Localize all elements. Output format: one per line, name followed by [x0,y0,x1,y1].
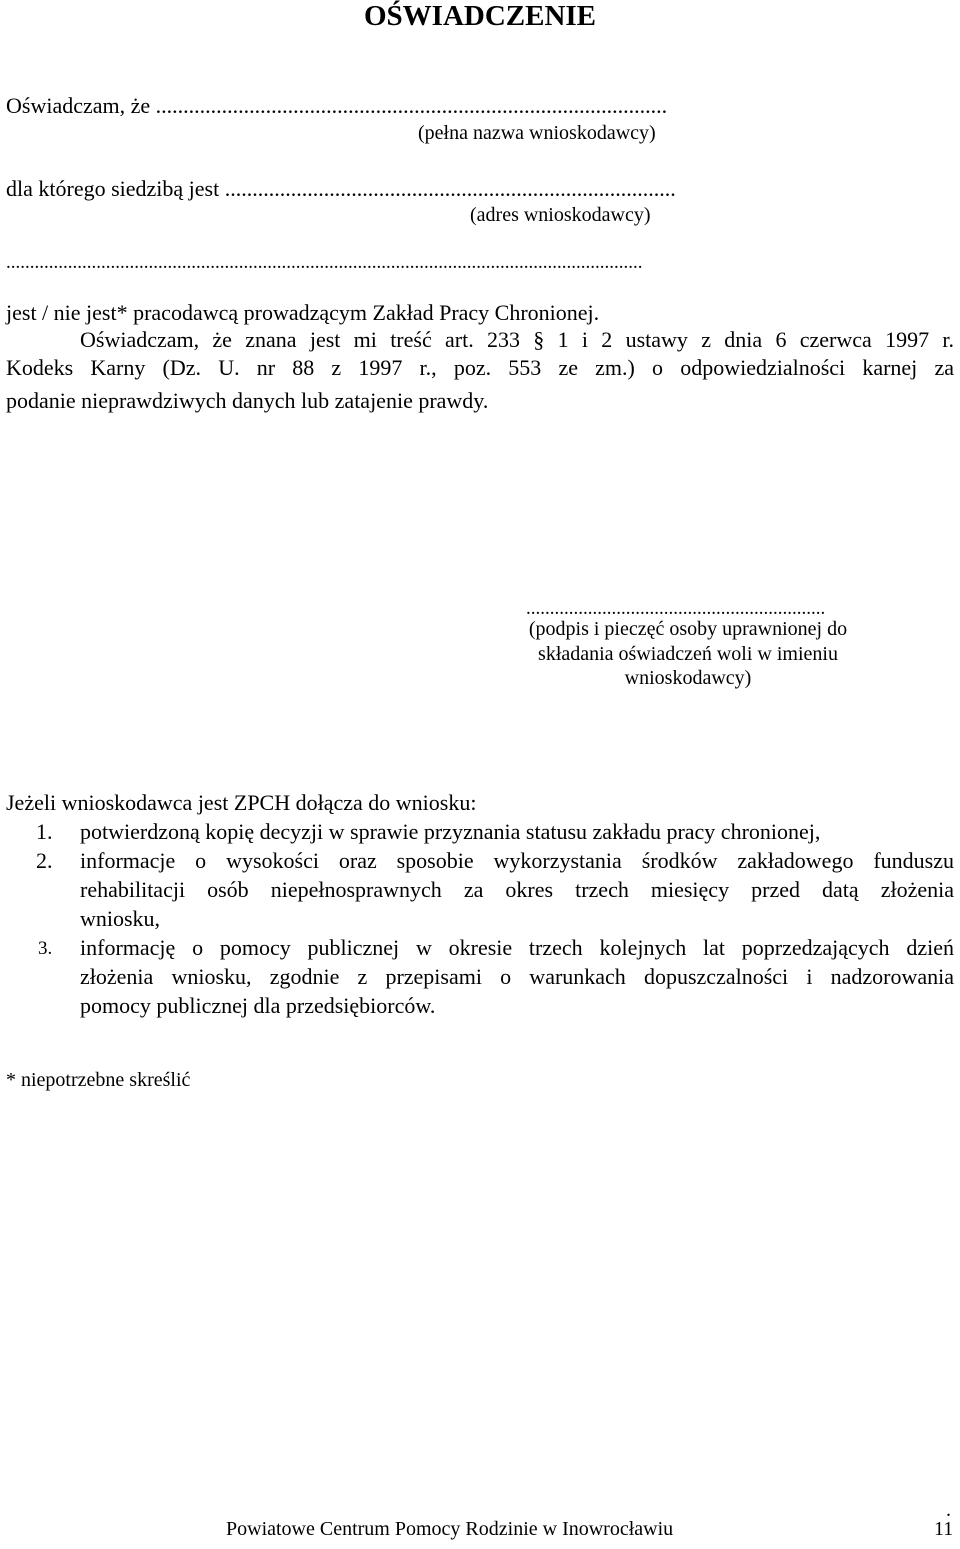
footer-institution: Powiatowe Centrum Pomocy Rodzinie w Inowrocławiu [226,1518,674,1540]
zpch-intro: Jeżeli wnioskodawca jest ZPCH dołącza do wniosku: [6,790,477,815]
page-title: OŚWIADCZENIE [363,0,597,32]
address-continuation-dots: ...................................................................................................................................... [6,252,643,273]
signature-dots: ............................................................... [526,598,826,619]
list-item-2-line-1: informacje o wysokości oraz sposobie wykorzystania środków zakładowego funduszu [80,848,954,873]
statement-line-2: Kodeks Karny (Dz. U. nr 88 z 1997 r., poz. 553 ze zm.) o odpowiedzialności karnej za [6,355,954,380]
statement-line-3: podanie nieprawdziwych danych lub zatajenie prawdy. [6,388,489,413]
statement-line-1: Oświadczam, że znana jest mi treść art. 233 § 1 i 2 ustawy z dnia 6 czerwca 1997 r. [80,327,954,352]
page-number: 11 [934,1518,954,1540]
signature-caption-line-1: (podpis i pieczęć osoby uprawnionej do [528,618,848,640]
list-item-3-line-2: złożenia wniosku, zgodnie z przepisami o warunkach dopuszczalności i nadzorowania [80,964,954,989]
applicant-address-caption: (adres wnioskodawcy) [470,204,651,226]
employer-status-line: jest / nie jest* pracodawcą prowadzącym Zakład Pracy Chronionej. [6,300,600,325]
list-number: 1. [36,819,53,844]
list-number: 3. [38,938,53,959]
footnote: * niepotrzebne skreślić [6,1069,191,1091]
signature-caption-line-3: wnioskodawcy) [624,667,752,689]
list-item-3-line-1: informację o pomocy publicznej w okresie trzech kolejnych lat poprzedzających dzień [80,935,954,960]
signature-caption-line-2: składania oświadczeń woli w imieniu [538,643,838,665]
applicant-address-line: dla którego siedzibą jest .................................................................................. [6,176,676,201]
list-item-2-line-3: wniosku, [80,906,161,931]
applicant-name-line: Oświadczam, że ............................................................................................. [6,93,668,118]
footer-dot: . [946,1499,951,1521]
applicant-name-caption: (pełna nazwa wnioskodawcy) [418,122,656,144]
list-item-2-line-2: rehabilitacji osób niepełnosprawnych za okres trzech miesięcy przed datą złożenia [80,877,954,902]
list-item-3-line-3: pomocy publicznej dla przedsiębiorców. [80,993,436,1018]
list-number: 2. [36,848,53,873]
list-item-1-line-1: potwierdzoną kopię decyzji w sprawie przyznania statusu zakładu pracy chronionej, [80,819,821,844]
